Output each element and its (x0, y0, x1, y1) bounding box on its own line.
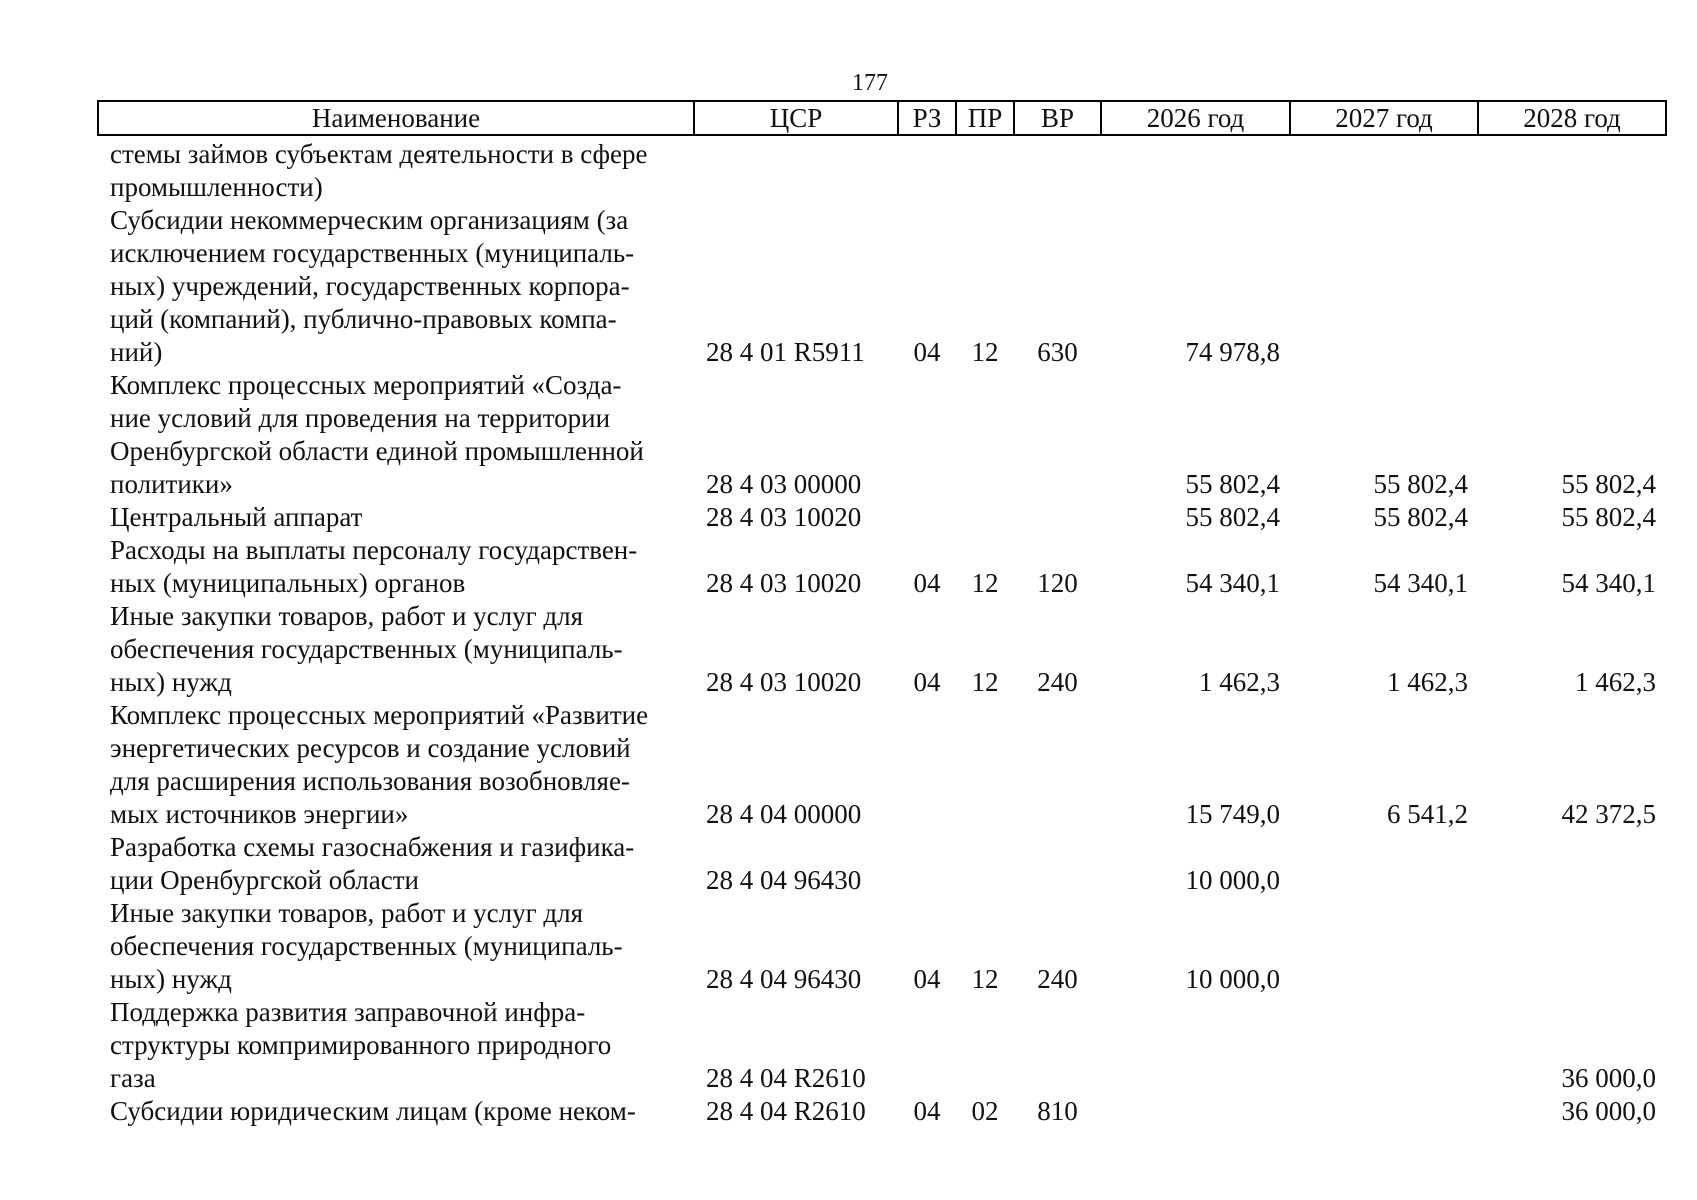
row-2027: 55 802,4 (1373, 502, 1468, 532)
row-vr: 240 (1037, 667, 1078, 697)
row-rz: 04 (913, 568, 941, 598)
row-csr: 28 4 03 10020 (706, 667, 862, 697)
table-row (98, 135, 1666, 204)
row-2027: 6 541,2 (1387, 799, 1468, 829)
row-2028: 36 000,0 (1561, 1063, 1656, 1093)
row-pr: 12 (971, 568, 999, 598)
row-csr (694, 135, 898, 204)
header-2027: 2027 год (1290, 101, 1478, 135)
row-rz (898, 996, 956, 1095)
row-vr: 630 (1037, 337, 1078, 367)
row-2027 (1290, 204, 1478, 369)
row-pr: 12 (971, 667, 999, 697)
row-vr: 240 (1037, 964, 1078, 994)
row-2028 (1478, 135, 1666, 204)
row-pr (956, 501, 1014, 534)
row-name: Расходы на выплаты персоналу государствен- ных (муниципальных) органов (110, 535, 638, 598)
row-name: Комплекс процессных мероприятий «Развитие энергетических ресурсов и создание условий для расширения использования возобновляе- мых источников энергии» (110, 700, 649, 829)
row-2028: 55 802,4 (1561, 469, 1656, 499)
table-row (98, 831, 1666, 897)
header-2026: 2026 год (1101, 101, 1290, 135)
row-rz: 04 (913, 337, 941, 367)
row-rz (898, 831, 956, 897)
row-2027 (1290, 996, 1478, 1095)
table-row (98, 699, 1666, 831)
row-name: Центральный аппарат (110, 502, 363, 532)
row-2028: 55 802,4 (1561, 502, 1656, 532)
row-vr (1014, 135, 1101, 204)
row-2027: 54 340,1 (1373, 568, 1468, 598)
row-name: Иные закупки товаров, работ и услуг для обеспечения государственных (муниципаль- ных) нужд (110, 898, 623, 994)
row-csr: 28 4 04 R2610 (706, 1096, 866, 1126)
table-row (98, 897, 1666, 996)
header-pr: ПР (956, 101, 1014, 135)
row-pr: 12 (971, 337, 999, 367)
row-csr: 28 4 04 96430 (706, 964, 862, 994)
budget-table (97, 100, 1667, 1128)
header-2028: 2028 год (1478, 101, 1666, 135)
table-row (98, 534, 1666, 600)
page-number: 177 (852, 70, 888, 96)
row-2027 (1290, 897, 1478, 996)
row-pr (956, 135, 1014, 204)
row-2027 (1290, 1095, 1478, 1128)
row-rz: 04 (913, 964, 941, 994)
row-rz (898, 699, 956, 831)
row-pr (956, 369, 1014, 501)
row-pr (956, 996, 1014, 1095)
row-2026: 10 000,0 (1185, 964, 1280, 994)
row-csr: 28 4 04 R2610 (706, 1063, 866, 1093)
row-2028 (1478, 204, 1666, 369)
row-2026: 15 749,0 (1185, 799, 1280, 829)
row-2028 (1478, 897, 1666, 996)
row-rz (898, 369, 956, 501)
row-2028: 36 000,0 (1561, 1096, 1656, 1126)
row-pr (956, 831, 1014, 897)
row-vr: 810 (1037, 1096, 1078, 1126)
row-2028 (1478, 831, 1666, 897)
table-header (98, 101, 1666, 135)
row-rz (898, 135, 956, 204)
table-body (98, 135, 1666, 1128)
row-2028: 42 372,5 (1561, 799, 1656, 829)
table-row (98, 369, 1666, 501)
row-2026: 1 462,3 (1199, 667, 1280, 697)
header-row (98, 101, 1666, 135)
row-vr (1014, 699, 1101, 831)
row-2027: 55 802,4 (1373, 469, 1468, 499)
row-2026 (1101, 1095, 1290, 1128)
row-2028: 1 462,3 (1575, 667, 1656, 697)
table-row (98, 996, 1666, 1095)
row-2027 (1290, 135, 1478, 204)
row-name: Разработка схемы газоснабжения и газифика- ции Оренбургской области (110, 832, 635, 895)
table-row (98, 1095, 1666, 1128)
row-2026 (1101, 135, 1290, 204)
row-rz: 04 (913, 1096, 941, 1126)
row-name: Поддержка развития заправочной инфра- структуры компримированного природного газа (110, 997, 612, 1093)
row-name: стемы займов субъектам деятельности в сфере промышленности) (110, 139, 648, 202)
row-name: Иные закупки товаров, работ и услуг для обеспечения государственных (муниципаль- ных) нужд (110, 601, 623, 697)
row-vr (1014, 501, 1101, 534)
row-2026: 54 340,1 (1185, 568, 1280, 598)
row-csr: 28 4 04 00000 (706, 799, 862, 829)
row-pr: 12 (971, 964, 999, 994)
row-vr: 120 (1037, 568, 1078, 598)
header-rz: РЗ (898, 101, 956, 135)
header-vr: ВР (1014, 101, 1101, 135)
row-2026: 10 000,0 (1185, 865, 1280, 895)
row-vr (1014, 996, 1101, 1095)
row-csr: 28 4 03 10020 (706, 502, 862, 532)
row-name: Субсидии некоммерческим организациям (за исключением государственных (муниципаль- ных) учреждений, государственных корпора- ций (компаний), публично-правовых компа- ний) (110, 205, 635, 367)
row-2026: 74 978,8 (1185, 337, 1280, 367)
row-name: Комплекс процессных мероприятий «Созда- ние условий для проведения на территории Оренбургской области единой промышленной политики» (110, 370, 644, 499)
header-name: Наименование (98, 101, 694, 135)
row-2026 (1101, 996, 1290, 1095)
row-rz (898, 501, 956, 534)
table-row (98, 204, 1666, 369)
row-2027 (1290, 831, 1478, 897)
row-2026: 55 802,4 (1185, 502, 1280, 532)
row-csr: 28 4 03 10020 (706, 568, 862, 598)
row-2028: 54 340,1 (1561, 568, 1656, 598)
row-csr: 28 4 01 R5911 (706, 337, 865, 367)
row-csr: 28 4 03 00000 (706, 469, 862, 499)
row-pr (956, 699, 1014, 831)
row-vr (1014, 831, 1101, 897)
row-name: Субсидии юридическим лицам (кроме неком- (110, 1096, 636, 1126)
header-csr: ЦСР (694, 101, 898, 135)
row-rz: 04 (913, 667, 941, 697)
row-csr: 28 4 04 96430 (706, 865, 862, 895)
table-row (98, 501, 1666, 534)
row-2026: 55 802,4 (1185, 469, 1280, 499)
row-vr (1014, 369, 1101, 501)
table-row (98, 600, 1666, 699)
row-2027: 1 462,3 (1387, 667, 1468, 697)
row-pr: 02 (971, 1096, 999, 1126)
